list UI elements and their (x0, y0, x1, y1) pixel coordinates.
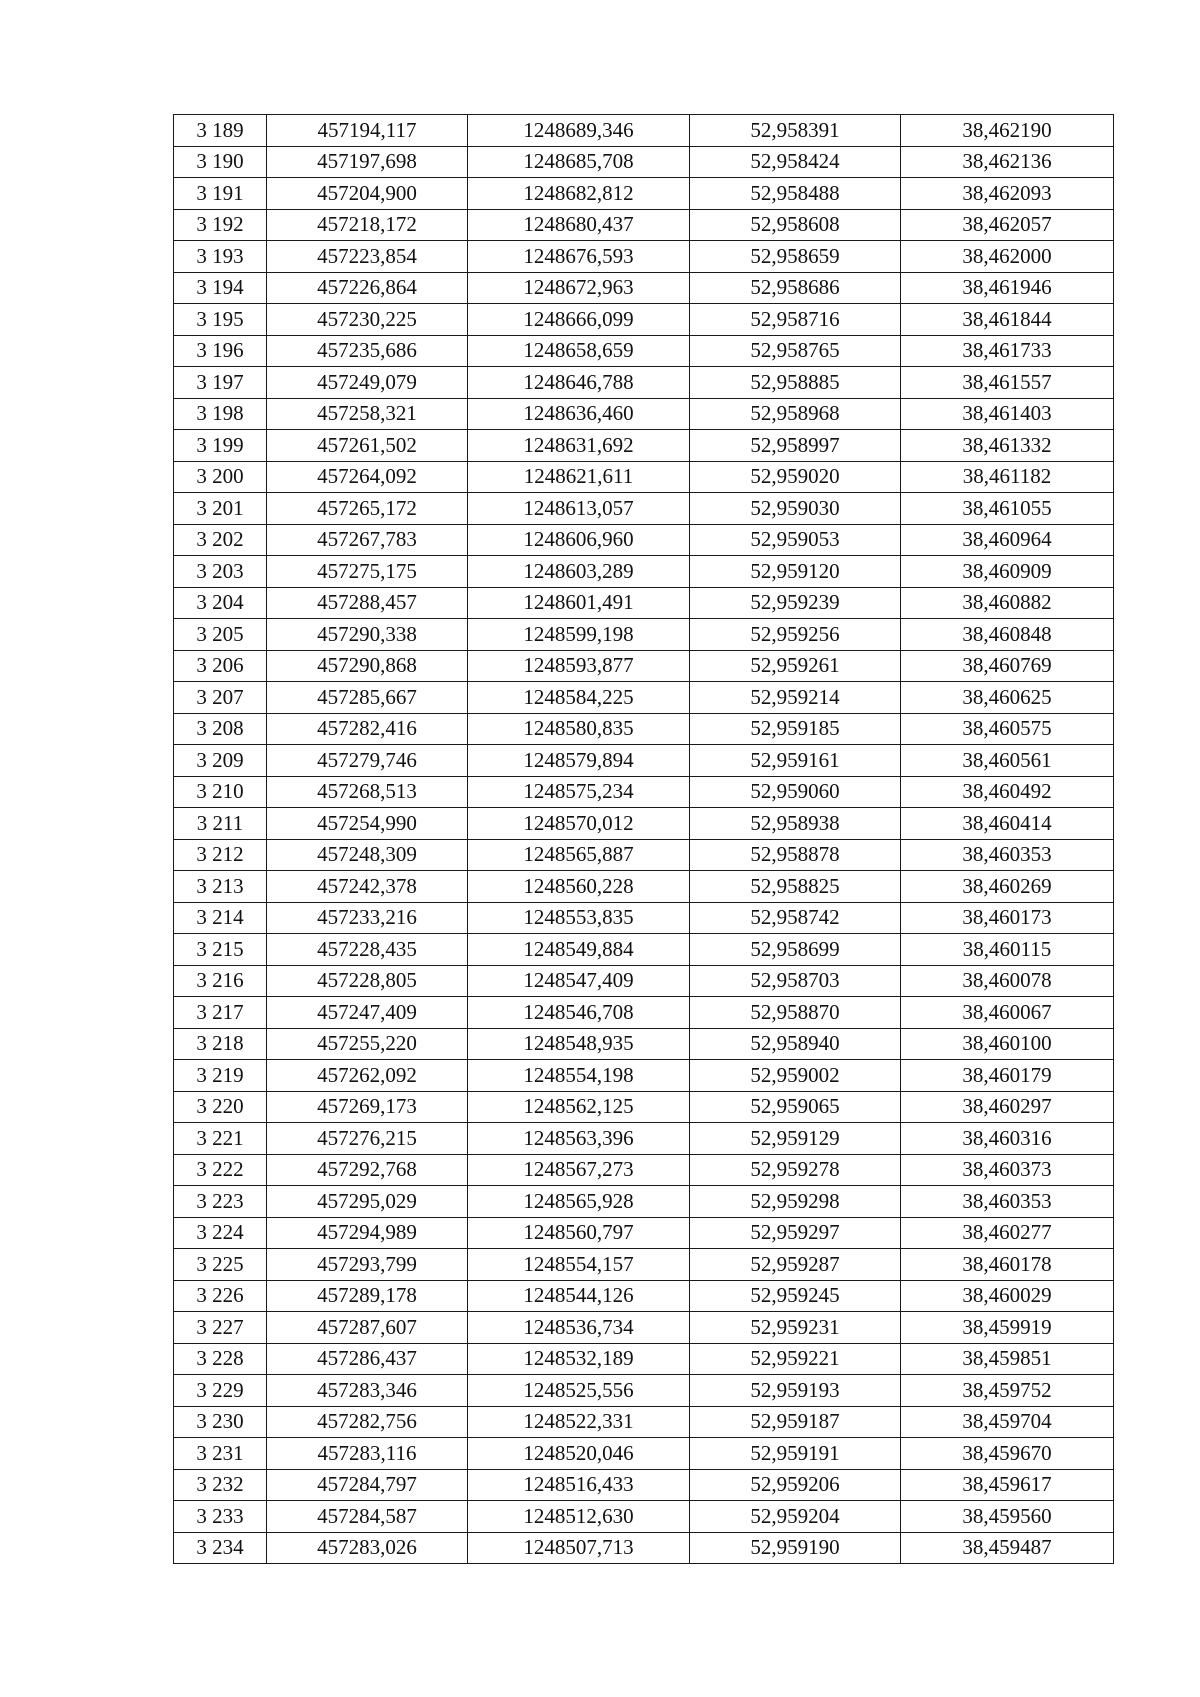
table-row (174, 682, 1114, 714)
latitude-cell: 52,959187 (690, 1406, 901, 1438)
y-coordinate-cell: 1248525,556 (468, 1375, 690, 1407)
latitude-cell: 52,959020 (690, 461, 901, 493)
latitude-cell: 52,958742 (690, 902, 901, 934)
latitude-cell: 52,959204 (690, 1501, 901, 1533)
x-coordinate-cell: 457295,029 (267, 1186, 468, 1218)
point-number-cell: 3 197 (174, 367, 267, 399)
y-coordinate-cell: 1248606,960 (468, 524, 690, 556)
longitude-cell: 38,460909 (901, 556, 1114, 588)
point-number-cell: 3 221 (174, 1123, 267, 1155)
latitude-cell: 52,959256 (690, 619, 901, 651)
longitude-cell: 38,460115 (901, 934, 1114, 966)
x-coordinate-cell: 457290,868 (267, 650, 468, 682)
longitude-cell: 38,462190 (901, 115, 1114, 147)
x-coordinate-cell: 457288,457 (267, 587, 468, 619)
y-coordinate-cell: 1248532,189 (468, 1343, 690, 1375)
longitude-cell: 38,460173 (901, 902, 1114, 934)
point-number-cell: 3 202 (174, 524, 267, 556)
longitude-cell: 38,459487 (901, 1532, 1114, 1564)
point-number-cell: 3 199 (174, 430, 267, 462)
latitude-cell: 52,958686 (690, 272, 901, 304)
table-row (174, 619, 1114, 651)
x-coordinate-cell: 457285,667 (267, 682, 468, 714)
point-number-cell: 3 224 (174, 1217, 267, 1249)
point-number-cell: 3 189 (174, 115, 267, 147)
latitude-cell: 52,959002 (690, 1060, 901, 1092)
latitude-cell: 52,959239 (690, 587, 901, 619)
longitude-cell: 38,460373 (901, 1154, 1114, 1186)
x-coordinate-cell: 457279,746 (267, 745, 468, 777)
x-coordinate-cell: 457290,338 (267, 619, 468, 651)
table-row (174, 1154, 1114, 1186)
latitude-cell: 52,959278 (690, 1154, 901, 1186)
point-number-cell: 3 192 (174, 209, 267, 241)
latitude-cell: 52,958997 (690, 430, 901, 462)
latitude-cell: 52,958703 (690, 965, 901, 997)
x-coordinate-cell: 457264,092 (267, 461, 468, 493)
table-row (174, 146, 1114, 178)
y-coordinate-cell: 1248579,894 (468, 745, 690, 777)
longitude-cell: 38,459851 (901, 1343, 1114, 1375)
point-number-cell: 3 212 (174, 839, 267, 871)
longitude-cell: 38,460848 (901, 619, 1114, 651)
x-coordinate-cell: 457230,225 (267, 304, 468, 336)
point-number-cell: 3 227 (174, 1312, 267, 1344)
x-coordinate-cell: 457269,173 (267, 1091, 468, 1123)
point-number-cell: 3 200 (174, 461, 267, 493)
table-row (174, 304, 1114, 336)
point-number-cell: 3 207 (174, 682, 267, 714)
point-number-cell: 3 217 (174, 997, 267, 1029)
y-coordinate-cell: 1248553,835 (468, 902, 690, 934)
latitude-cell: 52,958885 (690, 367, 901, 399)
point-number-cell: 3 223 (174, 1186, 267, 1218)
latitude-cell: 52,959030 (690, 493, 901, 525)
x-coordinate-cell: 457292,768 (267, 1154, 468, 1186)
table-row (174, 997, 1114, 1029)
y-coordinate-cell: 1248613,057 (468, 493, 690, 525)
point-number-cell: 3 196 (174, 335, 267, 367)
x-coordinate-cell: 457275,175 (267, 556, 468, 588)
table-row (174, 713, 1114, 745)
point-number-cell: 3 229 (174, 1375, 267, 1407)
longitude-cell: 38,460297 (901, 1091, 1114, 1123)
y-coordinate-cell: 1248565,887 (468, 839, 690, 871)
table-row (174, 1186, 1114, 1218)
table-row (174, 115, 1114, 147)
table-row (174, 241, 1114, 273)
longitude-cell: 38,460964 (901, 524, 1114, 556)
y-coordinate-cell: 1248658,659 (468, 335, 690, 367)
x-coordinate-cell: 457255,220 (267, 1028, 468, 1060)
longitude-cell: 38,459752 (901, 1375, 1114, 1407)
longitude-cell: 38,459704 (901, 1406, 1114, 1438)
x-coordinate-cell: 457262,092 (267, 1060, 468, 1092)
longitude-cell: 38,460100 (901, 1028, 1114, 1060)
x-coordinate-cell: 457286,437 (267, 1343, 468, 1375)
x-coordinate-cell: 457282,756 (267, 1406, 468, 1438)
table-row (174, 335, 1114, 367)
longitude-cell: 38,460575 (901, 713, 1114, 745)
longitude-cell: 38,460625 (901, 682, 1114, 714)
latitude-cell: 52,959191 (690, 1438, 901, 1470)
x-coordinate-cell: 457204,900 (267, 178, 468, 210)
point-number-cell: 3 226 (174, 1280, 267, 1312)
y-coordinate-cell: 1248560,228 (468, 871, 690, 903)
latitude-cell: 52,958488 (690, 178, 901, 210)
point-number-cell: 3 190 (174, 146, 267, 178)
longitude-cell: 38,459560 (901, 1501, 1114, 1533)
latitude-cell: 52,959120 (690, 556, 901, 588)
latitude-cell: 52,958940 (690, 1028, 901, 1060)
table-row (174, 1501, 1114, 1533)
point-number-cell: 3 215 (174, 934, 267, 966)
latitude-cell: 52,959185 (690, 713, 901, 745)
latitude-cell: 52,959053 (690, 524, 901, 556)
latitude-cell: 52,959060 (690, 776, 901, 808)
latitude-cell: 52,959297 (690, 1217, 901, 1249)
x-coordinate-cell: 457287,607 (267, 1312, 468, 1344)
longitude-cell: 38,460561 (901, 745, 1114, 777)
y-coordinate-cell: 1248536,734 (468, 1312, 690, 1344)
x-coordinate-cell: 457233,216 (267, 902, 468, 934)
point-number-cell: 3 225 (174, 1249, 267, 1281)
latitude-cell: 52,958878 (690, 839, 901, 871)
y-coordinate-cell: 1248544,126 (468, 1280, 690, 1312)
y-coordinate-cell: 1248563,396 (468, 1123, 690, 1155)
coordinates-table-body (174, 115, 1114, 1564)
table-row (174, 934, 1114, 966)
table-row (174, 493, 1114, 525)
latitude-cell: 52,959193 (690, 1375, 901, 1407)
longitude-cell: 38,462057 (901, 209, 1114, 241)
y-coordinate-cell: 1248636,460 (468, 398, 690, 430)
latitude-cell: 52,959161 (690, 745, 901, 777)
latitude-cell: 52,958938 (690, 808, 901, 840)
x-coordinate-cell: 457228,435 (267, 934, 468, 966)
x-coordinate-cell: 457254,990 (267, 808, 468, 840)
longitude-cell: 38,460029 (901, 1280, 1114, 1312)
longitude-cell: 38,460353 (901, 1186, 1114, 1218)
latitude-cell: 52,959221 (690, 1343, 901, 1375)
y-coordinate-cell: 1248565,928 (468, 1186, 690, 1218)
longitude-cell: 38,462136 (901, 146, 1114, 178)
table-row (174, 587, 1114, 619)
point-number-cell: 3 203 (174, 556, 267, 588)
latitude-cell: 52,959214 (690, 682, 901, 714)
table-row (174, 524, 1114, 556)
y-coordinate-cell: 1248601,491 (468, 587, 690, 619)
point-number-cell: 3 218 (174, 1028, 267, 1060)
y-coordinate-cell: 1248685,708 (468, 146, 690, 178)
y-coordinate-cell: 1248593,877 (468, 650, 690, 682)
table-row (174, 178, 1114, 210)
point-number-cell: 3 194 (174, 272, 267, 304)
longitude-cell: 38,461055 (901, 493, 1114, 525)
longitude-cell: 38,461844 (901, 304, 1114, 336)
y-coordinate-cell: 1248682,812 (468, 178, 690, 210)
table-row (174, 1249, 1114, 1281)
latitude-cell: 52,958716 (690, 304, 901, 336)
table-row (174, 1438, 1114, 1470)
x-coordinate-cell: 457283,346 (267, 1375, 468, 1407)
point-number-cell: 3 201 (174, 493, 267, 525)
y-coordinate-cell: 1248554,198 (468, 1060, 690, 1092)
latitude-cell: 52,958765 (690, 335, 901, 367)
latitude-cell: 52,959287 (690, 1249, 901, 1281)
table-row (174, 1091, 1114, 1123)
x-coordinate-cell: 457261,502 (267, 430, 468, 462)
point-number-cell: 3 233 (174, 1501, 267, 1533)
y-coordinate-cell: 1248547,409 (468, 965, 690, 997)
table-row (174, 398, 1114, 430)
point-number-cell: 3 204 (174, 587, 267, 619)
y-coordinate-cell: 1248580,835 (468, 713, 690, 745)
point-number-cell: 3 191 (174, 178, 267, 210)
y-coordinate-cell: 1248507,713 (468, 1532, 690, 1564)
point-number-cell: 3 228 (174, 1343, 267, 1375)
point-number-cell: 3 232 (174, 1469, 267, 1501)
y-coordinate-cell: 1248567,273 (468, 1154, 690, 1186)
y-coordinate-cell: 1248584,225 (468, 682, 690, 714)
point-number-cell: 3 222 (174, 1154, 267, 1186)
longitude-cell: 38,461332 (901, 430, 1114, 462)
latitude-cell: 52,958659 (690, 241, 901, 273)
y-coordinate-cell: 1248548,935 (468, 1028, 690, 1060)
point-number-cell: 3 216 (174, 965, 267, 997)
latitude-cell: 52,958870 (690, 997, 901, 1029)
point-number-cell: 3 213 (174, 871, 267, 903)
table-row (174, 1280, 1114, 1312)
y-coordinate-cell: 1248621,611 (468, 461, 690, 493)
longitude-cell: 38,459670 (901, 1438, 1114, 1470)
table-row (174, 1375, 1114, 1407)
longitude-cell: 38,461557 (901, 367, 1114, 399)
point-number-cell: 3 208 (174, 713, 267, 745)
x-coordinate-cell: 457223,854 (267, 241, 468, 273)
x-coordinate-cell: 457235,686 (267, 335, 468, 367)
point-number-cell: 3 209 (174, 745, 267, 777)
point-number-cell: 3 193 (174, 241, 267, 273)
latitude-cell: 52,959261 (690, 650, 901, 682)
x-coordinate-cell: 457268,513 (267, 776, 468, 808)
table-row (174, 430, 1114, 462)
y-coordinate-cell: 1248562,125 (468, 1091, 690, 1123)
x-coordinate-cell: 457197,698 (267, 146, 468, 178)
table-row (174, 367, 1114, 399)
y-coordinate-cell: 1248546,708 (468, 997, 690, 1029)
longitude-cell: 38,460492 (901, 776, 1114, 808)
latitude-cell: 52,959129 (690, 1123, 901, 1155)
latitude-cell: 52,959206 (690, 1469, 901, 1501)
longitude-cell: 38,461946 (901, 272, 1114, 304)
longitude-cell: 38,462093 (901, 178, 1114, 210)
y-coordinate-cell: 1248689,346 (468, 115, 690, 147)
x-coordinate-cell: 457276,215 (267, 1123, 468, 1155)
x-coordinate-cell: 457284,587 (267, 1501, 468, 1533)
table-row (174, 1028, 1114, 1060)
longitude-cell: 38,460078 (901, 965, 1114, 997)
longitude-cell: 38,460269 (901, 871, 1114, 903)
table-row (174, 776, 1114, 808)
latitude-cell: 52,959065 (690, 1091, 901, 1123)
longitude-cell: 38,460067 (901, 997, 1114, 1029)
longitude-cell: 38,460277 (901, 1217, 1114, 1249)
x-coordinate-cell: 457289,178 (267, 1280, 468, 1312)
longitude-cell: 38,461403 (901, 398, 1114, 430)
point-number-cell: 3 219 (174, 1060, 267, 1092)
table-row (174, 1217, 1114, 1249)
table-row (174, 1123, 1114, 1155)
longitude-cell: 38,461733 (901, 335, 1114, 367)
point-number-cell: 3 195 (174, 304, 267, 336)
x-coordinate-cell: 457282,416 (267, 713, 468, 745)
longitude-cell: 38,460769 (901, 650, 1114, 682)
x-coordinate-cell: 457283,026 (267, 1532, 468, 1564)
table-row (174, 839, 1114, 871)
point-number-cell: 3 234 (174, 1532, 267, 1564)
table-row (174, 1532, 1114, 1564)
x-coordinate-cell: 457294,989 (267, 1217, 468, 1249)
x-coordinate-cell: 457283,116 (267, 1438, 468, 1470)
longitude-cell: 38,461182 (901, 461, 1114, 493)
x-coordinate-cell: 457284,797 (267, 1469, 468, 1501)
y-coordinate-cell: 1248549,884 (468, 934, 690, 966)
table-row (174, 1343, 1114, 1375)
point-number-cell: 3 230 (174, 1406, 267, 1438)
x-coordinate-cell: 457218,172 (267, 209, 468, 241)
y-coordinate-cell: 1248676,593 (468, 241, 690, 273)
longitude-cell: 38,462000 (901, 241, 1114, 273)
y-coordinate-cell: 1248575,234 (468, 776, 690, 808)
x-coordinate-cell: 457247,409 (267, 997, 468, 1029)
latitude-cell: 52,958699 (690, 934, 901, 966)
y-coordinate-cell: 1248522,331 (468, 1406, 690, 1438)
table-row (174, 745, 1114, 777)
table-row (174, 965, 1114, 997)
y-coordinate-cell: 1248672,963 (468, 272, 690, 304)
y-coordinate-cell: 1248560,797 (468, 1217, 690, 1249)
longitude-cell: 38,459919 (901, 1312, 1114, 1344)
y-coordinate-cell: 1248599,198 (468, 619, 690, 651)
longitude-cell: 38,460316 (901, 1123, 1114, 1155)
table-row (174, 1060, 1114, 1092)
latitude-cell: 52,959298 (690, 1186, 901, 1218)
y-coordinate-cell: 1248516,433 (468, 1469, 690, 1501)
latitude-cell: 52,959245 (690, 1280, 901, 1312)
table-row (174, 209, 1114, 241)
y-coordinate-cell: 1248680,437 (468, 209, 690, 241)
latitude-cell: 52,959190 (690, 1532, 901, 1564)
latitude-cell: 52,959231 (690, 1312, 901, 1344)
latitude-cell: 52,958608 (690, 209, 901, 241)
point-number-cell: 3 210 (174, 776, 267, 808)
latitude-cell: 52,958391 (690, 115, 901, 147)
y-coordinate-cell: 1248666,099 (468, 304, 690, 336)
x-coordinate-cell: 457194,117 (267, 115, 468, 147)
longitude-cell: 38,460882 (901, 587, 1114, 619)
point-number-cell: 3 214 (174, 902, 267, 934)
y-coordinate-cell: 1248554,157 (468, 1249, 690, 1281)
point-number-cell: 3 206 (174, 650, 267, 682)
y-coordinate-cell: 1248603,289 (468, 556, 690, 588)
longitude-cell: 38,460353 (901, 839, 1114, 871)
longitude-cell: 38,459617 (901, 1469, 1114, 1501)
x-coordinate-cell: 457293,799 (267, 1249, 468, 1281)
coordinates-table (173, 114, 1114, 1564)
point-number-cell: 3 211 (174, 808, 267, 840)
table-row (174, 272, 1114, 304)
point-number-cell: 3 198 (174, 398, 267, 430)
table-row (174, 902, 1114, 934)
x-coordinate-cell: 457228,805 (267, 965, 468, 997)
table-row (174, 461, 1114, 493)
table-row (174, 808, 1114, 840)
table-row (174, 556, 1114, 588)
x-coordinate-cell: 457242,378 (267, 871, 468, 903)
x-coordinate-cell: 457265,172 (267, 493, 468, 525)
x-coordinate-cell: 457226,864 (267, 272, 468, 304)
y-coordinate-cell: 1248520,046 (468, 1438, 690, 1470)
longitude-cell: 38,460178 (901, 1249, 1114, 1281)
y-coordinate-cell: 1248570,012 (468, 808, 690, 840)
table-row (174, 871, 1114, 903)
table-row (174, 1312, 1114, 1344)
point-number-cell: 3 220 (174, 1091, 267, 1123)
latitude-cell: 52,958424 (690, 146, 901, 178)
table-row (174, 650, 1114, 682)
longitude-cell: 38,460414 (901, 808, 1114, 840)
x-coordinate-cell: 457267,783 (267, 524, 468, 556)
longitude-cell: 38,460179 (901, 1060, 1114, 1092)
table-row (174, 1469, 1114, 1501)
table-row (174, 1406, 1114, 1438)
latitude-cell: 52,958968 (690, 398, 901, 430)
latitude-cell: 52,958825 (690, 871, 901, 903)
x-coordinate-cell: 457249,079 (267, 367, 468, 399)
y-coordinate-cell: 1248646,788 (468, 367, 690, 399)
x-coordinate-cell: 457248,309 (267, 839, 468, 871)
x-coordinate-cell: 457258,321 (267, 398, 468, 430)
y-coordinate-cell: 1248631,692 (468, 430, 690, 462)
y-coordinate-cell: 1248512,630 (468, 1501, 690, 1533)
point-number-cell: 3 231 (174, 1438, 267, 1470)
point-number-cell: 3 205 (174, 619, 267, 651)
